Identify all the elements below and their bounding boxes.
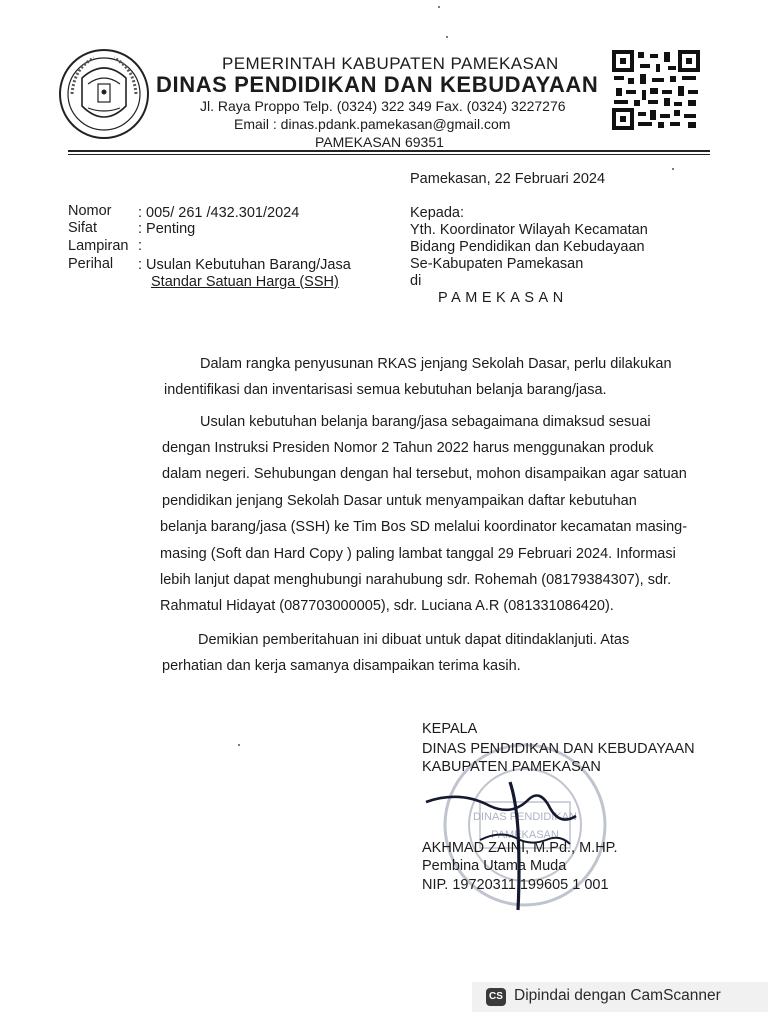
recipient-line: Se-Kabupaten Pamekasan	[410, 256, 584, 272]
regency-emblem-icon	[58, 48, 150, 140]
recipient-city: PAMEKASAN	[438, 290, 568, 306]
perihal-value: : Usulan Kebutuhan Barang/Jasa	[138, 257, 351, 273]
stamp-inner-text: PAMEKASAN	[491, 829, 559, 841]
agency-city: PAMEKASAN 69351	[315, 134, 444, 150]
scan-speck	[238, 744, 240, 746]
body-line: perhatian dan kerja samanya disampaikan terima kasih.	[162, 658, 521, 674]
government-title: PEMERINTAH KABUPATEN PAMEKASAN	[222, 54, 559, 73]
scan-speck	[438, 6, 440, 8]
stamp-outer-text: DINAS PENDIDIKAN	[473, 811, 577, 823]
lampiran-label: Lampiran	[68, 238, 129, 254]
signatory-rank: Pembina Utama Muda	[422, 858, 567, 874]
signatory-nip: NIP. 19720311 199605 1 001	[422, 877, 609, 893]
recipient-line: Yth. Koordinator Wilayah Kecamatan	[410, 222, 648, 238]
sifat-value: : Penting	[138, 221, 196, 237]
scanner-watermark-text: Dipindai dengan CamScanner	[514, 987, 721, 1004]
scan-speck	[672, 168, 674, 170]
qr-code-icon	[612, 50, 700, 130]
body-line: lebih lanjut dapat menghubungi narahubung sdr. Rohemah (08179384307), sdr.	[160, 572, 672, 588]
recipient-kepada: Kepada:	[410, 205, 465, 221]
letterhead-rule	[68, 150, 710, 152]
letter-date: Pamekasan, 22 Februari 2024	[410, 171, 606, 187]
signature-title: KEPALA	[422, 721, 478, 737]
agency-address: Jl. Raya Proppo Telp. (0324) 322 349 Fax. (0324) 3227276	[200, 98, 566, 114]
sifat-label: Sifat	[68, 220, 98, 236]
body-line: Dalam rangka penyusunan RKAS jenjang Sekolah Dasar, perlu dilakukan	[200, 356, 672, 372]
body-line: belanja barang/jasa (SSH) ke Tim Bos SD melalui koordinator kecamatan masing-	[160, 519, 688, 535]
perihal-label: Perihal	[68, 256, 114, 272]
perihal-value-line2: Standar Satuan Harga (SSH)	[151, 274, 339, 290]
agency-email: Email : dinas.pdank.pamekasan@gmail.com	[234, 116, 511, 132]
body-line: dalam negeri. Sehubungan dengan hal tersebut, mohon disampaikan agar satuan	[162, 466, 687, 482]
handwritten-signature	[420, 760, 600, 920]
scan-speck	[446, 36, 448, 38]
body-line: Rahmatul Hidayat (087703000005), sdr. Luciana A.R (081331086420).	[160, 598, 614, 614]
body-line: Demikian pemberitahuan ini dibuat untuk dapat ditindaklanjuti. Atas	[198, 632, 630, 648]
body-line: pendidikan jenjang Sekolah Dasar untuk menyampaikan daftar kebutuhan	[162, 493, 637, 509]
recipient-di: di	[410, 273, 422, 289]
agency-title: DINAS PENDIDIKAN DAN KEBUDAYAAN	[156, 72, 599, 97]
body-line: masing (Soft dan Hard Copy ) paling lambat tanggal 29 Februari 2024. Informasi	[160, 546, 676, 562]
lampiran-value: :	[138, 238, 143, 254]
body-line: Usulan kebutuhan belanja barang/jasa sebagaimana dimaksud sesuai	[200, 414, 651, 430]
signatory-name: AKHMAD ZAINI, M.Pd., M.HP.	[422, 840, 618, 856]
recipient-line: Bidang Pendidikan dan Kebudayaan	[410, 239, 645, 255]
camscanner-icon: CS	[486, 988, 506, 1006]
nomor-value: : 005/ 261 /432.301/2024	[138, 205, 300, 221]
signature-agency: DINAS PENDIDIKAN DAN KEBUDAYAAN	[422, 741, 695, 757]
letterhead-rule-thin	[68, 154, 710, 155]
body-line: indentifikasi dan inventarisasi semua kebutuhan belanja barang/jasa.	[164, 382, 607, 398]
signature-regency: KABUPATEN PAMEKASAN	[422, 759, 601, 775]
body-line: dengan Instruksi Presiden Nomor 2 Tahun 2022 harus menggunakan produk	[162, 440, 654, 456]
nomor-label: Nomor	[68, 203, 112, 219]
